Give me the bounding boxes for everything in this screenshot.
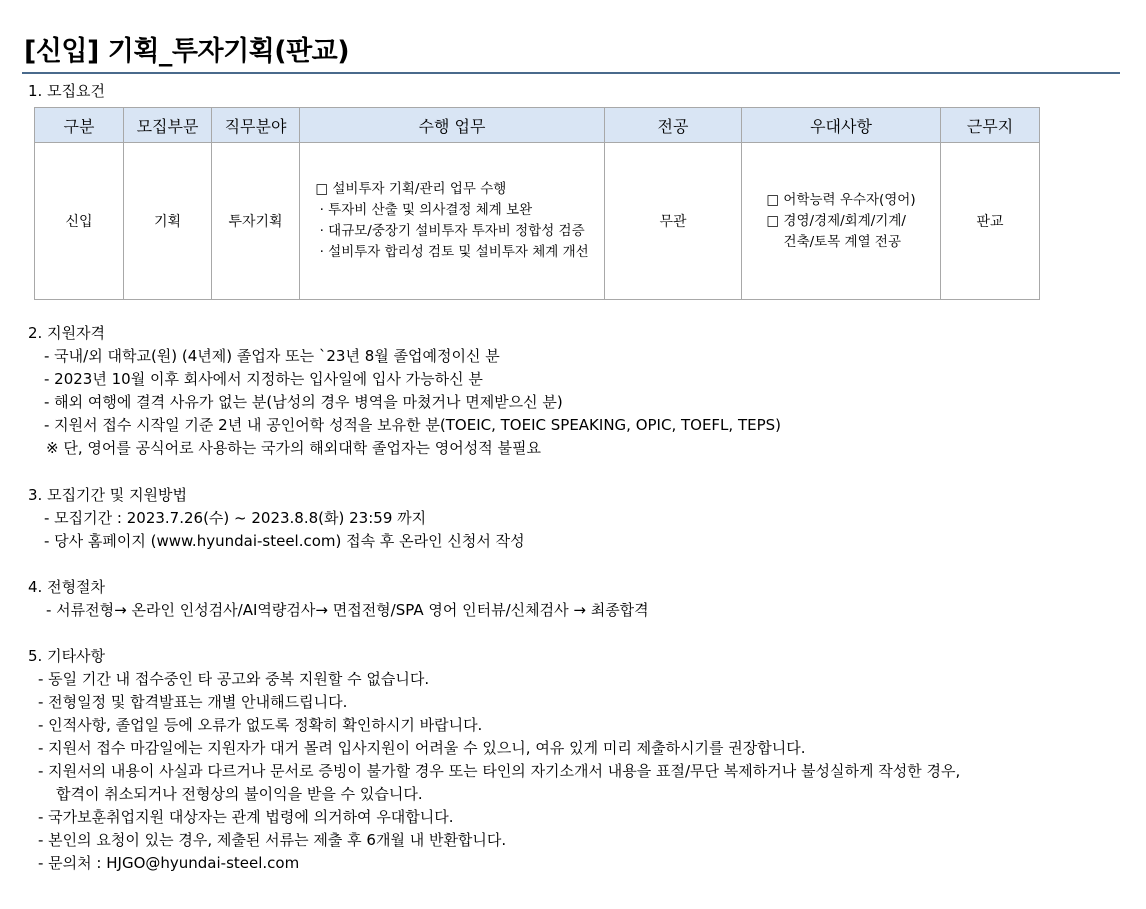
duty-line: □ 설비투자 기획/관리 업무 수행 [315, 181, 507, 197]
qualification-line: - 해외 여행에 결격 사유가 없는 분(남성의 경우 병역을 마쳤거나 면제받으신 분) [44, 393, 563, 411]
qualification-line: - 국내/외 대학교(원) (4년제) 졸업자 또는 `23년 8월 졸업예정이신 분 [44, 347, 500, 365]
duty-line: · 설비투자 합리성 검토 및 설비투자 체계 개선 [315, 244, 589, 260]
duty-line: · 대규모/중장기 설비투자 투자비 정합성 검증 [315, 223, 585, 239]
section-4-heading: 4. 전형절차 [28, 578, 106, 596]
contact-line: - 문의처 : HJGO@hyundai-steel.com [38, 854, 300, 872]
header-field: 직무분야 [212, 108, 300, 143]
notice-line: - 국가보훈취업지원 대상자는 관계 법령에 의거하여 우대합니다. [38, 808, 454, 826]
notice-line: - 인적사항, 졸업일 등에 오류가 없도록 정확히 확인하시기 바랍니다. [38, 716, 483, 734]
header-major: 전공 [605, 108, 742, 143]
table-row [35, 143, 1040, 300]
recruitment-period-line: - 모집기간 : 2023.7.26(수) ~ 2023.8.8(화) 23:59 까지 [44, 509, 427, 527]
duty-line: · 투자비 산출 및 의사결정 체계 보완 [315, 202, 533, 218]
preference-line: □ 어학능력 우수자(영어) [766, 191, 916, 208]
header-preferences: 우대사항 [742, 108, 941, 143]
notice-line: - 지원서 접수 마감일에는 지원자가 대거 몰려 입사지원이 어려울 수 있으니, 여유 있게 미리 제출하시기를 권장합니다. [38, 739, 806, 757]
cell-preferences [742, 143, 941, 300]
page-title: [신입] 기획_투자기획(판교) [24, 36, 350, 67]
section-1-heading: 1. 모집요건 [28, 82, 106, 100]
header-duties: 수행 업무 [300, 108, 605, 143]
header-division: 모집부문 [124, 108, 212, 143]
notice-line: - 전형일정 및 합격발표는 개별 안내해드립니다. [38, 693, 348, 711]
cell-field: 투자기획 [212, 143, 300, 300]
section-3-heading: 3. 모집기간 및 지원방법 [28, 486, 188, 504]
cell-category: 신입 [35, 143, 124, 300]
notice-line: - 지원서의 내용이 사실과 다르거나 문서로 증빙이 불가할 경우 또는 타인의 자기소개서 내용을 표절/무단 복제하거나 불성실하게 작성한 경우, [38, 762, 961, 780]
section-2-heading: 2. 지원자격 [28, 324, 106, 342]
qualification-line: - 지원서 접수 시작일 기준 2년 내 공인어학 성적을 보유한 분(TOEIC, TOEIC SPEAKING, OPIC, TOEFL, TEPS) [44, 416, 782, 434]
header-location: 근무지 [941, 108, 1040, 143]
preference-line: 건축/토목 계열 전공 [766, 233, 901, 250]
table-header-row [35, 108, 1040, 143]
notice-line-continuation: 합격이 취소되거나 전형상의 불이익을 받을 수 있습니다. [56, 785, 423, 803]
cell-location: 판교 [941, 143, 1040, 300]
preference-line: □ 경영/경제/회계/기계/ [766, 212, 906, 229]
selection-process-line: - 서류전형→ 온라인 인성검사/AI역량검사→ 면접전형/SPA 영어 인터뷰/신체검사 → 최종합격 [46, 601, 649, 619]
header-category: 구분 [35, 108, 124, 143]
cell-duties [300, 143, 605, 300]
notice-line: - 동일 기간 내 접수중인 타 공고와 중복 지원할 수 없습니다. [38, 670, 430, 688]
application-method-line: - 당사 홈페이지 (www.hyundai-steel.com) 접속 후 온라인 신청서 작성 [44, 532, 525, 550]
requirements-table [34, 107, 1040, 300]
qualification-line: - 2023년 10월 이후 회사에서 지정하는 입사일에 입사 가능하신 분 [44, 370, 483, 388]
notice-line: - 본인의 요청이 있는 경우, 제출된 서류는 제출 후 6개월 내 반환합니다. [38, 831, 507, 849]
title-divider [22, 72, 1120, 74]
cell-division: 기획 [124, 143, 212, 300]
cell-major: 무관 [605, 143, 742, 300]
section-5-heading: 5. 기타사항 [28, 647, 106, 665]
qualification-note: ※ 단, 영어를 공식어로 사용하는 국가의 해외대학 졸업자는 영어성적 불필요 [46, 439, 541, 457]
